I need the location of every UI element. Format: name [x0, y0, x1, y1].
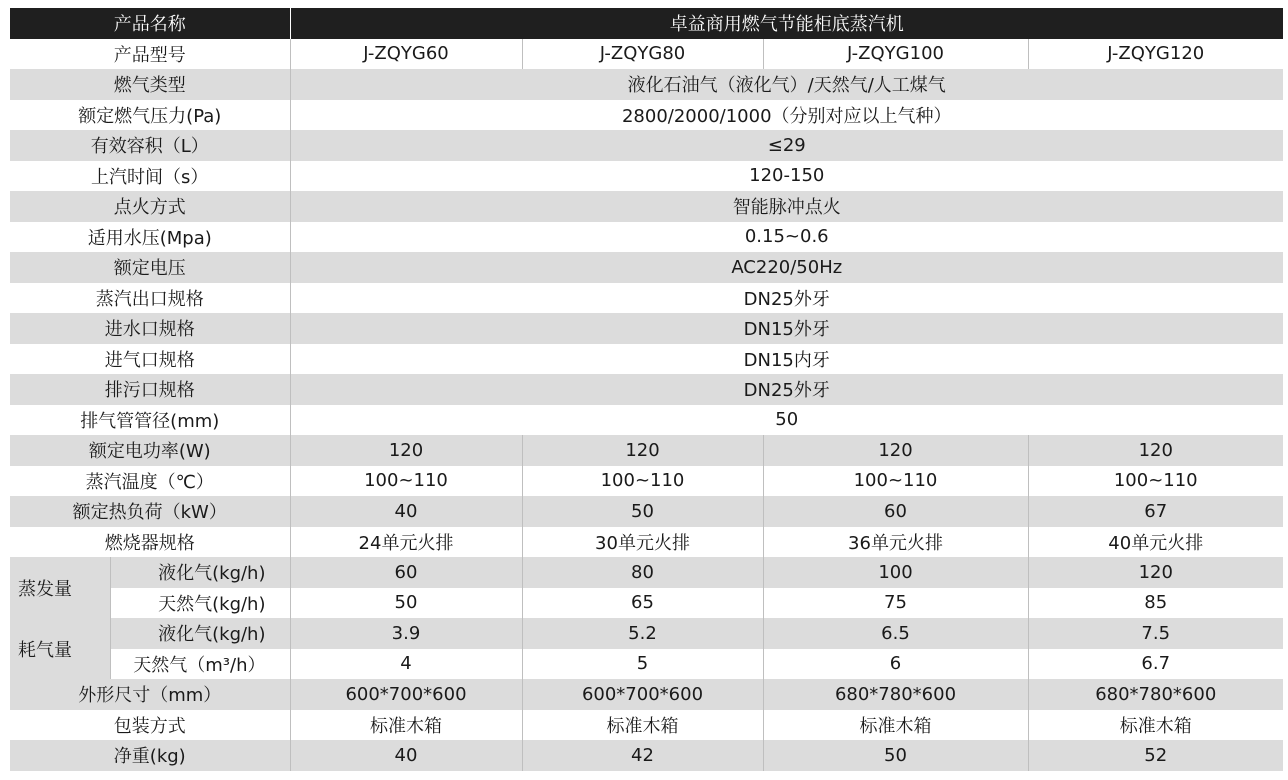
row-value: 液化石油气（液化气）/天然气/人工煤气 — [290, 69, 1283, 100]
row-label: 液化气(kg/h) — [110, 557, 290, 588]
product-name: 卓益商用燃气节能柜底蒸汽机 — [290, 8, 1283, 39]
table-row — [10, 374, 1283, 405]
row-label: 外形尺寸（mm） — [10, 679, 290, 710]
table-row — [10, 557, 1283, 588]
table-cell: 标准木箱 — [1119, 715, 1192, 737]
row-value: ≤29 — [290, 130, 1283, 161]
model-cell: J-ZQYG120 — [1107, 43, 1205, 65]
table-cell: 42 — [522, 740, 763, 771]
table-cell: 24单元火排 — [290, 527, 522, 558]
table-row — [10, 191, 1283, 222]
table-cell: 5 — [522, 649, 763, 680]
row-label: 额定电功率(W) — [10, 435, 290, 466]
table-cell: 60 — [763, 496, 1028, 527]
table-row — [10, 222, 1283, 253]
row-value: DN25外牙 — [743, 288, 830, 310]
row-label: 蒸汽温度（℃） — [10, 466, 290, 497]
table-row — [10, 69, 1283, 100]
table-cell: 5.2 — [522, 618, 763, 649]
table-cell: 100~110 — [1113, 470, 1198, 492]
table-cell: 80 — [522, 557, 763, 588]
table-cell: 标准木箱 — [522, 710, 763, 741]
table-cell: 6.7 — [1141, 653, 1171, 675]
row-value: DN15外牙 — [290, 313, 1283, 344]
table-row — [10, 252, 1283, 283]
table-cell: 6.5 — [763, 618, 1028, 649]
row-value: 0.15~0.6 — [744, 226, 829, 248]
row-label: 净重(kg) — [10, 740, 290, 771]
model-cell: J-ZQYG80 — [522, 39, 763, 70]
table-cell: 52 — [1028, 740, 1283, 771]
table-row — [10, 649, 1283, 680]
table-cell: 50 — [290, 588, 522, 619]
row-label: 有效容积（L） — [10, 130, 290, 161]
table-cell: 120 — [1028, 435, 1283, 466]
row-label: 天然气(kg/h) — [110, 588, 290, 619]
row-label: 额定电压 — [10, 252, 290, 283]
spec-table — [10, 8, 1283, 771]
table-cell: 60 — [290, 557, 522, 588]
table-cell: 120 — [522, 435, 763, 466]
row-value: DN15内牙 — [743, 349, 830, 371]
table-row — [10, 130, 1283, 161]
row-value: 50 — [775, 409, 799, 431]
row-label: 液化气(kg/h) — [110, 618, 290, 649]
model-cell: J-ZQYG100 — [763, 39, 1028, 70]
model-label: 产品型号 — [10, 39, 290, 70]
row-label: 排气管管径(mm) — [10, 405, 290, 436]
table-cell: 50 — [763, 740, 1028, 771]
table-cell: 120 — [290, 435, 522, 466]
row-label: 点火方式 — [10, 191, 290, 222]
table-cell: 40单元火排 — [1108, 532, 1204, 554]
table-cell: 36单元火排 — [763, 527, 1028, 558]
table-cell: 100~110 — [290, 466, 522, 497]
row-label: 进水口规格 — [10, 313, 290, 344]
table-cell: 680*780*600 — [1028, 679, 1283, 710]
table-cell: 680*780*600 — [763, 679, 1028, 710]
table-cell: 65 — [522, 588, 763, 619]
model-row — [10, 39, 1283, 70]
group-label-evaporation: 蒸发量 — [10, 557, 110, 618]
table-row — [10, 161, 1283, 192]
row-value: AC220/50Hz — [290, 252, 1283, 283]
table-row — [10, 100, 1283, 131]
row-label: 适用水压(Mpa) — [10, 222, 290, 253]
table-cell: 6 — [763, 649, 1028, 680]
table-cell: 120 — [1028, 557, 1283, 588]
table-cell: 85 — [1144, 592, 1168, 614]
row-label: 蒸汽出口规格 — [10, 283, 290, 314]
table-cell: 标准木箱 — [763, 710, 1028, 741]
table-cell: 4 — [290, 649, 522, 680]
table-cell: 600*700*600 — [522, 679, 763, 710]
row-label: 排污口规格 — [10, 374, 290, 405]
row-label: 额定热负荷（kW） — [10, 496, 290, 527]
row-value: 2800/2000/1000（分别对应以上气种） — [621, 105, 952, 127]
row-label: 包装方式 — [10, 710, 290, 741]
table-cell: 600*700*600 — [290, 679, 522, 710]
table-cell: 30单元火排 — [522, 527, 763, 558]
table-row — [10, 283, 1283, 314]
table-row — [10, 313, 1283, 344]
table-row — [10, 740, 1283, 771]
row-value: DN25外牙 — [290, 374, 1283, 405]
table-row — [10, 618, 1283, 649]
row-value: 120-150 — [749, 165, 825, 187]
table-row — [10, 466, 1283, 497]
header-row — [10, 8, 1283, 39]
table-cell: 40 — [290, 496, 522, 527]
row-label: 进气口规格 — [10, 344, 290, 375]
group-label-gas-consumption: 耗气量 — [10, 618, 110, 679]
table-cell: 75 — [763, 588, 1028, 619]
table-cell: 40 — [290, 740, 522, 771]
table-cell: 100~110 — [763, 466, 1028, 497]
table-row — [10, 405, 1283, 436]
row-label: 燃烧器规格 — [10, 527, 290, 558]
table-cell: 100 — [763, 557, 1028, 588]
table-cell: 标准木箱 — [290, 710, 522, 741]
table-row — [10, 679, 1283, 710]
table-cell: 120 — [763, 435, 1028, 466]
row-label: 额定燃气压力(Pa) — [10, 100, 290, 131]
model-cell: J-ZQYG60 — [290, 39, 522, 70]
table-cell: 67 — [1028, 496, 1283, 527]
table-row — [10, 588, 1283, 619]
table-cell: 100~110 — [522, 466, 763, 497]
table-cell: 7.5 — [1028, 618, 1283, 649]
row-label: 天然气（m³/h） — [110, 649, 290, 680]
row-label: 燃气类型 — [10, 69, 290, 100]
table-row — [10, 435, 1283, 466]
row-value: 智能脉冲点火 — [290, 191, 1283, 222]
header-label: 产品名称 — [10, 8, 290, 39]
table-row — [10, 710, 1283, 741]
table-cell: 3.9 — [290, 618, 522, 649]
table-row — [10, 527, 1283, 558]
table-cell: 50 — [522, 496, 763, 527]
table-row — [10, 496, 1283, 527]
table-row — [10, 344, 1283, 375]
row-label: 上汽时间（s） — [10, 161, 290, 192]
